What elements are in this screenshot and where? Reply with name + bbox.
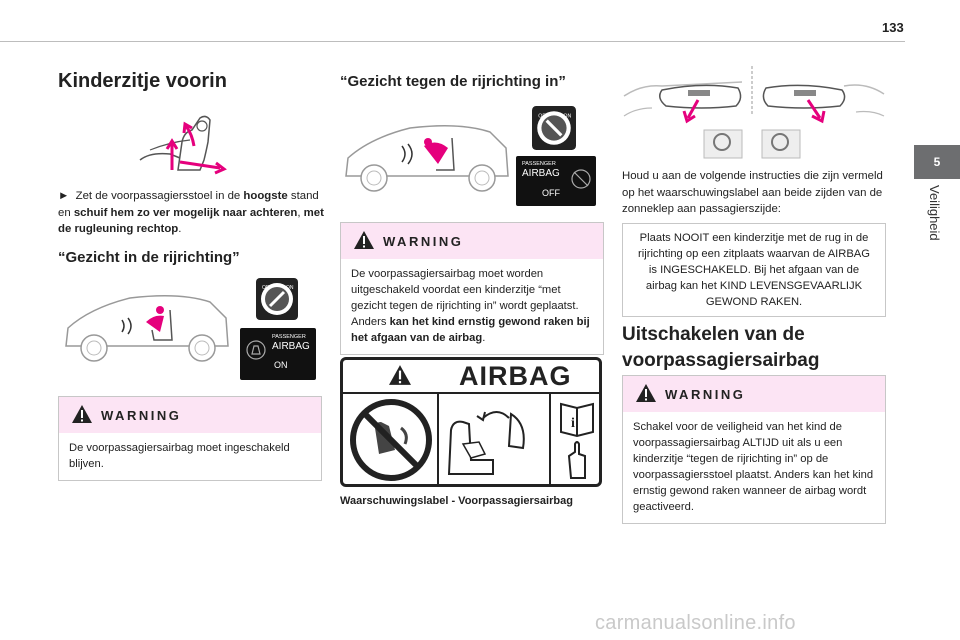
seat-adjust-illustration: [120, 112, 230, 178]
svg-text:ON: ON: [286, 285, 294, 291]
label-airbag-text: AIRBAG: [459, 361, 572, 391]
label-header: [343, 360, 599, 394]
warning-triangle-icon: [635, 383, 657, 403]
info-box-never-rear-facing: Plaats NOOIT een kinderzitje met de rug in de rijrichting op een zitplaats waarvan de AIRBAG is INGESCHAKELD. Bij het afgaan van de airbag kan het KIND LEVENSGEVAARLIJK GEWOND RAKEN.: [622, 223, 886, 317]
label-caption: Waarschuwingslabel - Voorpassagiersairbag: [340, 495, 573, 507]
warning-text: De voorpassagiersairbag moet worden uitgeschakeld voordat een kinderzitje “met gezicht tegen de rijrichting in” wordt geplaatst. Anders kan het kind ernstig gewond raken bij het afgaan van de airbag.: [351, 268, 590, 344]
warning-triangle-icon: [387, 364, 413, 386]
bullet-arrow-icon: ►: [58, 190, 70, 202]
warning-box-airbag-off: [340, 222, 604, 355]
warning-title: WARNING: [101, 408, 182, 423]
car-rear-facing-illustration: [340, 118, 512, 194]
airbag-warning-label: [340, 357, 602, 487]
svg-text:OFF: OFF: [538, 113, 549, 120]
warning-box-airbag-on: [58, 396, 322, 481]
airbag-on-indicator: PASSENGER AIRBAG ON: [240, 328, 316, 380]
svg-text:i: i: [571, 416, 575, 431]
child-seat-icon: [246, 340, 266, 360]
airbag-off-symbol-icon: [570, 168, 592, 190]
intro-paragraph: ► Zet de voorpassagiersstoel in de hoogste stand en schuif hem zo ver mogelijk naar achteren, met de rugleuning rechtop.: [58, 190, 324, 235]
section-title: Kinderzitje voorin: [58, 70, 227, 92]
svg-text:OFF: OFF: [262, 285, 272, 291]
heading-forward-facing: “Gezicht in de rijrichting”: [58, 249, 240, 266]
sun-visor-labels-illustration: [622, 66, 886, 162]
airbag-switch-on-icon: [256, 278, 298, 320]
svg-text:ON: ON: [563, 113, 572, 120]
car-forward-facing-illustration: [60, 288, 232, 364]
header-divider: [0, 41, 905, 42]
warning-text: De voorpassagiersairbag moet ingeschakeld blijven.: [69, 442, 290, 470]
chapter-tab[interactable]: 5: [914, 145, 960, 179]
airbag-off-indicator: PASSENGER AIRBAG OFF: [516, 156, 596, 206]
heading-disable-airbag: Uitschakelen van de voorpassagiersairbag: [622, 324, 820, 371]
airbag-switch-off-icon: [532, 106, 576, 150]
footer-watermark[interactable]: carmanualsonline.info: [595, 612, 796, 634]
read-manual-icon: [557, 400, 597, 482]
warning-triangle-icon: [353, 230, 375, 250]
warning-box-disable-airbag: [622, 375, 886, 524]
warning-title: WARNING: [665, 387, 746, 402]
warning-triangle-icon: [71, 404, 93, 424]
instructions-paragraph: Houd u aan de volgende instructies die zijn vermeld op het waarschuwingslabel aan beide zijden van de zonneklep aan passagierszijde:: [622, 170, 883, 215]
warning-text: Schakel voor de veiligheid van het kind de voorpassagiersairbag ALTIJD uit als u een kinderzitje “tegen de rijrichting in” op de voorpassagiersstoel plaatst. Anders kan het kind ernstig gewond raken wanneer de airbag wordt geactiveerd.: [633, 421, 874, 513]
warning-title: WARNING: [383, 234, 464, 249]
seat-airbag-deploy-icon: [443, 404, 535, 480]
heading-rear-facing: “Gezicht tegen de rijrichting in”: [340, 73, 566, 90]
chapter-label: Veiligheid: [927, 185, 942, 241]
page-number: 133: [882, 20, 904, 35]
no-rear-seat-icon: [349, 398, 433, 482]
